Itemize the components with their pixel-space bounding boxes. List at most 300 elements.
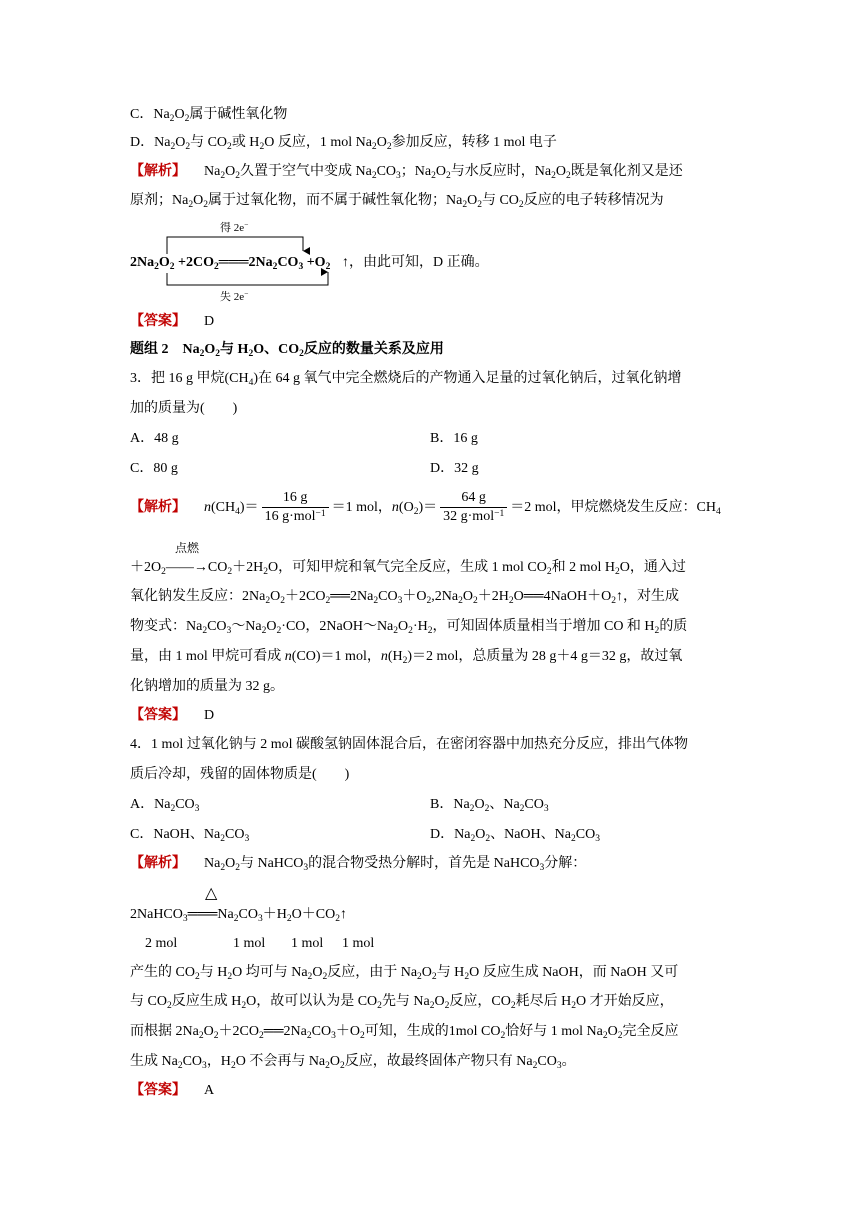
text-run: 可知，生成的1mol CO (364, 1024, 501, 1039)
question-4-option-a (130, 795, 199, 815)
section-label: 【答案】 (130, 314, 186, 329)
text-run: 化钠增加的质量为 32 g。 (130, 679, 284, 694)
text-run: O，故可以认为是 CO (246, 994, 378, 1009)
fraction-denominator (440, 507, 507, 526)
analysis-line (130, 162, 683, 182)
subscript: 2 (373, 596, 379, 607)
subscript: 2 (393, 626, 399, 637)
text-run: 题组 2 Na (130, 342, 200, 357)
subscript: 2 (166, 1001, 172, 1012)
text-run: 产生的 CO (130, 965, 195, 980)
subscript: 2 (220, 834, 225, 845)
superscript: −1 (315, 508, 326, 519)
question-4-stem (130, 735, 688, 755)
subscript: 3 (595, 834, 600, 845)
text-run: 的质 (659, 619, 688, 634)
subscript: 2 (265, 596, 271, 607)
text-run: )＝2 mol，总质量为 28 g＋4 g＝32 g，故过氧 (407, 649, 683, 664)
text-run: O (555, 164, 566, 179)
text-run: 属于过氧化物，而不属于碱性氧化物；Na (207, 193, 463, 208)
question-3-option-b (430, 429, 478, 449)
subscript: 4 (235, 507, 240, 518)
text-run: CO (182, 1054, 203, 1069)
question-3-option-d (430, 459, 479, 479)
subscript: 2 (325, 262, 331, 273)
subscript: 2 (177, 1061, 183, 1072)
subscript: 2 (472, 596, 478, 607)
text-run: D．Na (430, 827, 471, 842)
text-run: ＋2CO (284, 589, 326, 604)
text-run: ～Na (231, 619, 262, 634)
subscript: 2 (213, 1031, 219, 1042)
fraction (262, 489, 329, 526)
text-run: △ (205, 885, 218, 902)
text-run: O (475, 827, 486, 842)
text-run: 2Na (130, 255, 155, 270)
text-run: O 均可与 Na (232, 965, 308, 980)
text-run: CO (524, 797, 544, 812)
subscript: 2 (417, 972, 422, 983)
subscript: 2 (426, 596, 432, 607)
text-run: O 反应生成 NaOH，而 NaOH 又可 (469, 965, 679, 980)
text-run: O (266, 619, 277, 634)
italic-symbol: n (391, 500, 399, 515)
analysis-line (130, 854, 586, 874)
text-run: O，通入过 (619, 560, 686, 575)
text-run: ＝2 mol，甲烷燃烧发生反应：CH (510, 500, 716, 515)
text-run: D (204, 314, 215, 329)
subscript: 2 (235, 171, 240, 182)
text-run: 物变式：Na (130, 619, 203, 634)
text-run: 质后冷却，残留的固体物质是( ) (130, 767, 350, 782)
subscript: 2 (299, 349, 304, 360)
text-run: ＋2H (477, 589, 509, 604)
answer-line (130, 1081, 214, 1101)
subscript: 2 (325, 1061, 330, 1072)
text-run: 、NaOH、Na (490, 827, 571, 842)
text-run: 完全反应 (622, 1024, 679, 1039)
text-run: Na (204, 164, 221, 179)
subscript: 2 (371, 171, 377, 182)
text-run: 原剂；Na (130, 193, 189, 208)
text-run: D．Na (130, 135, 171, 150)
analysis-line (130, 963, 678, 983)
text-run: CO (224, 827, 245, 842)
subscript: 2 (161, 567, 166, 578)
analysis-fraction-line (130, 488, 721, 528)
text-run: CO (537, 1054, 557, 1069)
italic-symbol: n (204, 500, 211, 515)
subscript: 2 (184, 114, 190, 125)
analysis-line (130, 677, 284, 697)
text-run: ↑，由此可知，D 正确。 (342, 255, 489, 270)
subscript: 2 (617, 1031, 623, 1042)
subscript: 2 (227, 567, 233, 578)
text-run: 反应，由于 Na (327, 965, 418, 980)
option-d-line (130, 133, 557, 153)
text-run: ＋2CO (218, 1024, 259, 1039)
text-run: O，可知甲烷和氧气完全反应，生成 1 mol CO (268, 560, 547, 575)
subscript: 2 (462, 200, 468, 211)
question-3-option-a (130, 429, 179, 449)
text-run: O、CO (253, 342, 300, 357)
analysis-line (130, 992, 674, 1012)
text-run: 量，由 1 mol 甲烷可看成 (130, 649, 285, 664)
subscript: 2 (286, 914, 292, 925)
subscript: 2 (654, 626, 660, 637)
text-run: O (421, 965, 432, 980)
text-run: ，H (206, 1054, 231, 1069)
subscript: 2 (371, 142, 377, 153)
text-run: ═══2Na (218, 255, 273, 270)
text-run: O (467, 193, 478, 208)
text-run: A．48 g (130, 431, 179, 446)
superscript: − (244, 220, 249, 230)
text-run: 反应的数量关系及应用 (303, 342, 444, 357)
subscript: 2 (261, 626, 267, 637)
reaction-condition (175, 540, 199, 556)
section-label: 【解析】 (130, 856, 186, 871)
subscript: 2 (280, 596, 285, 607)
text-run: ＝1 mol， (331, 500, 392, 515)
heating-symbol (205, 884, 217, 904)
subscript: 2 (169, 114, 175, 125)
subscript: 2 (259, 142, 265, 153)
mol-amount: 2 mol (145, 936, 178, 951)
gain-electron-label (220, 221, 248, 235)
text-run: CO (575, 827, 596, 842)
question-4-option-b (430, 795, 549, 815)
text-run: O (329, 1054, 341, 1069)
text-run: O (434, 994, 445, 1009)
text-run: CO (378, 589, 398, 604)
analysis-line (130, 647, 682, 667)
text-run: ═══Na (187, 907, 234, 922)
question-3-option-c (130, 459, 178, 479)
subscript: 2 (241, 1001, 247, 1012)
subscript: 2 (508, 596, 514, 607)
subscript: 2 (307, 972, 313, 983)
subscript: 2 (386, 142, 392, 153)
question-4-stem (130, 765, 349, 785)
subscript: 3 (556, 1061, 562, 1072)
subscript: 2 (470, 834, 476, 845)
text-run: Na (204, 856, 221, 871)
text-run: C．80 g (130, 461, 178, 476)
subscript: 2 (188, 200, 194, 211)
subscript: 2 (602, 1031, 608, 1042)
subscript: 2 (194, 972, 200, 983)
subscript: 2 (258, 1031, 264, 1042)
question-4-option-d (430, 825, 600, 845)
text-run: ↑ (339, 907, 347, 922)
subscript: 2 (444, 1001, 450, 1012)
subscript: 2 (566, 171, 571, 182)
gain-electron-bracket (167, 237, 303, 254)
text-run: 、Na (489, 797, 520, 812)
text-run: 和 2 mol H (551, 560, 615, 575)
section-label: 【解析】 (130, 500, 186, 515)
text-run: 与 NaHCO (239, 856, 304, 871)
subscript: 2 (464, 972, 470, 983)
text-run: D．32 g (430, 461, 479, 476)
text-run: 分解： (544, 856, 587, 871)
subscript: 2 (484, 804, 490, 815)
superscript: −1 (494, 508, 505, 519)
text-run: 点燃 (175, 541, 200, 555)
answer-line (130, 706, 214, 726)
subscript: 2 (427, 626, 433, 637)
mol-amount: 1 mol (291, 936, 324, 951)
subscript: 2 (431, 972, 437, 983)
subscript: 2 (429, 1001, 435, 1012)
analysis-line (130, 1022, 679, 1042)
subscript: 2 (214, 262, 219, 273)
subscript: 2 (510, 1001, 516, 1012)
subscript: 2 (227, 142, 232, 153)
question-4-option-c (130, 825, 249, 845)
text-run: ＋2O (130, 560, 162, 575)
text-run: 与 H (199, 965, 228, 980)
subscript: 2 (500, 1031, 506, 1042)
subscript: 2 (485, 834, 491, 845)
text-run: O (607, 1024, 618, 1039)
subscript: 2 (220, 863, 226, 874)
subscript: 3 (397, 596, 403, 607)
subscript: 2 (611, 596, 616, 607)
text-run: O 反应，1 mol Na (264, 135, 372, 150)
section-label: 【解析】 (130, 164, 186, 179)
subscript: 2 (215, 349, 221, 360)
text-run: O (462, 589, 473, 604)
subscript: 2 (170, 142, 176, 153)
subscript: 2 (532, 1061, 538, 1072)
text-run: CO (238, 907, 258, 922)
text-run: 属于碱性氧化物 (189, 107, 288, 122)
text-run: ＋2H (232, 560, 264, 575)
text-run: +2CO (174, 255, 215, 270)
text-run: O (175, 135, 186, 150)
subscript: 2 (340, 1061, 345, 1072)
subscript: 2 (431, 171, 436, 182)
subscript: 3 (396, 171, 401, 182)
subscript: 2 (408, 626, 413, 637)
subscript: 2 (220, 171, 226, 182)
text-run: A (204, 1083, 215, 1098)
subscript: 2 (230, 1061, 236, 1072)
subscript: 2 (185, 142, 191, 153)
text-run: 4．1 mol 过氧化钠与 2 mol 碳酸氢钠固体混合后，在密闭容器中加热充分反应，排出气体物 (130, 737, 689, 752)
text-run: CO (376, 164, 397, 179)
text-run: CO (277, 255, 299, 270)
text-run: 16 g·mol (264, 509, 316, 525)
text-run: 加的质量为( ) (130, 401, 238, 416)
subscript: 3 (539, 863, 545, 874)
text-run: 与 H (220, 342, 249, 357)
text-run: ，可知固体质量相当于增加 CO 和 H (432, 619, 655, 634)
lose-electron-bracket (167, 272, 328, 285)
transfer-equation (130, 253, 330, 273)
subscript: 2 (272, 262, 278, 273)
text-run: 反应，CO (449, 994, 511, 1009)
subscript: 2 (263, 567, 268, 578)
subscript: 2 (469, 804, 475, 815)
subscript: 4 (715, 507, 721, 518)
text-run: O (158, 255, 170, 270)
subscript: 2 (413, 507, 419, 518)
mol-amount: 1 mol (233, 936, 266, 951)
text-run: 与 CO (190, 135, 228, 150)
text-run: 而根据 2Na (130, 1024, 199, 1039)
text-run: ══2Na (330, 589, 374, 604)
italic-symbol: n (380, 649, 388, 664)
text-run: B．Na (430, 797, 470, 812)
text-run: O (204, 342, 216, 357)
subscript: 2 (325, 596, 331, 607)
text-run: B．16 g (430, 431, 478, 446)
subscript: 3 (202, 1061, 207, 1072)
analysis-line (130, 558, 686, 578)
subscript: 3 (257, 914, 263, 925)
mol-amount: 1 mol (342, 936, 375, 951)
subscript: 3 (543, 804, 549, 815)
subscript: 3 (303, 863, 309, 874)
text-run: 耗尽后 H (515, 994, 572, 1009)
text-run: ══2Na (263, 1024, 307, 1039)
text-run: )在 64 g 氧气中完全燃烧后的产物通入足量的过氧化钠后，过氧化钠增 (253, 371, 682, 386)
subscript: 2 (154, 262, 159, 273)
text-run: 反应，故最终固体产物只有 Na (344, 1054, 533, 1069)
subscript: 2 (169, 262, 175, 273)
text-run: 久置于空气中变成 Na (239, 164, 372, 179)
text-run: ·H (412, 619, 428, 634)
text-run: CO (175, 797, 195, 812)
subscript: 2 (203, 200, 208, 211)
text-run: 既是氧化剂又是还 (570, 164, 683, 179)
text-run: 反应生成 H (171, 994, 242, 1009)
text-run: 失 2e (220, 291, 245, 303)
section-label: 【答案】 (130, 708, 186, 723)
text-run: 生成 Na (130, 1054, 178, 1069)
subscript: 2 (335, 914, 340, 925)
text-run: C．NaOH、Na (130, 827, 221, 842)
text-run: 先与 Na (381, 994, 430, 1009)
text-run: 3．把 16 g 甲烷(CH (130, 371, 249, 386)
subscript: 2 (458, 596, 463, 607)
text-run: ＋H (262, 907, 287, 922)
text-run: ——→CO (165, 560, 228, 575)
text-run: D (204, 708, 215, 723)
italic-symbol: n (284, 649, 292, 664)
text-run: CO (311, 1024, 332, 1039)
subscript: 2 (199, 349, 205, 360)
text-run: 或 H (231, 135, 260, 150)
text-run: 。 (561, 1054, 576, 1069)
text-run: A．Na (130, 797, 171, 812)
text-run: CO (207, 619, 227, 634)
text-run: 的混合物受热分解时，首先是 NaHCO (308, 856, 540, 871)
subscript: 2 (518, 200, 524, 211)
text-run: ＋O (402, 589, 427, 604)
subscript: 2 (402, 656, 408, 667)
text-run: 恰好与 1 mol Na (505, 1024, 603, 1039)
text-run: O (398, 619, 409, 634)
subscript: 3 (298, 262, 304, 273)
subscript: 3 (226, 626, 232, 637)
text-run: O (203, 1024, 214, 1039)
text-run: O 不会再与 Na (235, 1054, 326, 1069)
text-run: O＋CO (291, 907, 336, 922)
superscript: − (244, 289, 249, 299)
text-run: 得 2e (220, 222, 245, 234)
text-run: ↑，对生成 (616, 589, 679, 604)
text-run: ·CO，2NaOH～Na (281, 619, 394, 634)
fraction (440, 489, 507, 526)
section-label: 【答案】 (130, 1083, 186, 1098)
subscript: 2 (570, 834, 576, 845)
text-run: O (376, 135, 387, 150)
text-run: 32 g·mol (443, 509, 495, 525)
subscript: 2 (306, 1031, 312, 1042)
text-run: (CO)＝1 mol， (291, 649, 381, 664)
text-run: O 才开始反应， (576, 994, 674, 1009)
fraction-numerator (262, 489, 329, 507)
question-3-stem (130, 399, 237, 419)
subscript: 2 (551, 171, 556, 182)
option-c-line (130, 105, 287, 125)
subscript: 2 (170, 804, 176, 815)
text-run: O (435, 164, 447, 179)
text-run: 与 CO (130, 994, 167, 1009)
answer-line (130, 312, 214, 332)
subscript: 2 (377, 1001, 382, 1012)
analysis-line (130, 587, 679, 607)
text-run: (H (387, 649, 403, 664)
subscript: 2 (202, 626, 208, 637)
transfer-conclusion (342, 253, 489, 273)
text-run: ,2Na (431, 589, 459, 604)
text-run: ＋O (335, 1024, 360, 1039)
subscript: 2 (615, 567, 620, 578)
text-run: 氧化钠发生反应：2Na (130, 589, 266, 604)
decomposition-equation (130, 905, 347, 925)
section-heading (130, 340, 444, 360)
text-run: 16 g (282, 490, 308, 506)
subscript: 2 (477, 200, 482, 211)
subscript: 2 (248, 349, 254, 360)
analysis-line (130, 1052, 576, 1072)
text-run: ；Na (400, 164, 432, 179)
text-run: 参加反应，转移 1 mol 电子 (391, 135, 557, 150)
question-3-stem (130, 369, 682, 389)
analysis-line (130, 617, 687, 637)
subscript: 2 (519, 804, 525, 815)
subscript: 2 (227, 972, 233, 983)
text-run: O══4NaOH＋O (513, 589, 612, 604)
text-run: (CH (211, 500, 236, 515)
analysis-line (130, 191, 664, 211)
subscript: 4 (248, 378, 254, 389)
text-run: O (225, 856, 236, 871)
text-run: O (474, 797, 485, 812)
text-run: 与 H (436, 965, 465, 980)
subscript: 2 (446, 171, 451, 182)
text-run: 与水反应时，Na (450, 164, 552, 179)
subscript: 2 (235, 863, 240, 874)
text-run: 2NaHCO (130, 907, 183, 922)
text-run: O (225, 164, 236, 179)
subscript: 2 (233, 914, 239, 925)
